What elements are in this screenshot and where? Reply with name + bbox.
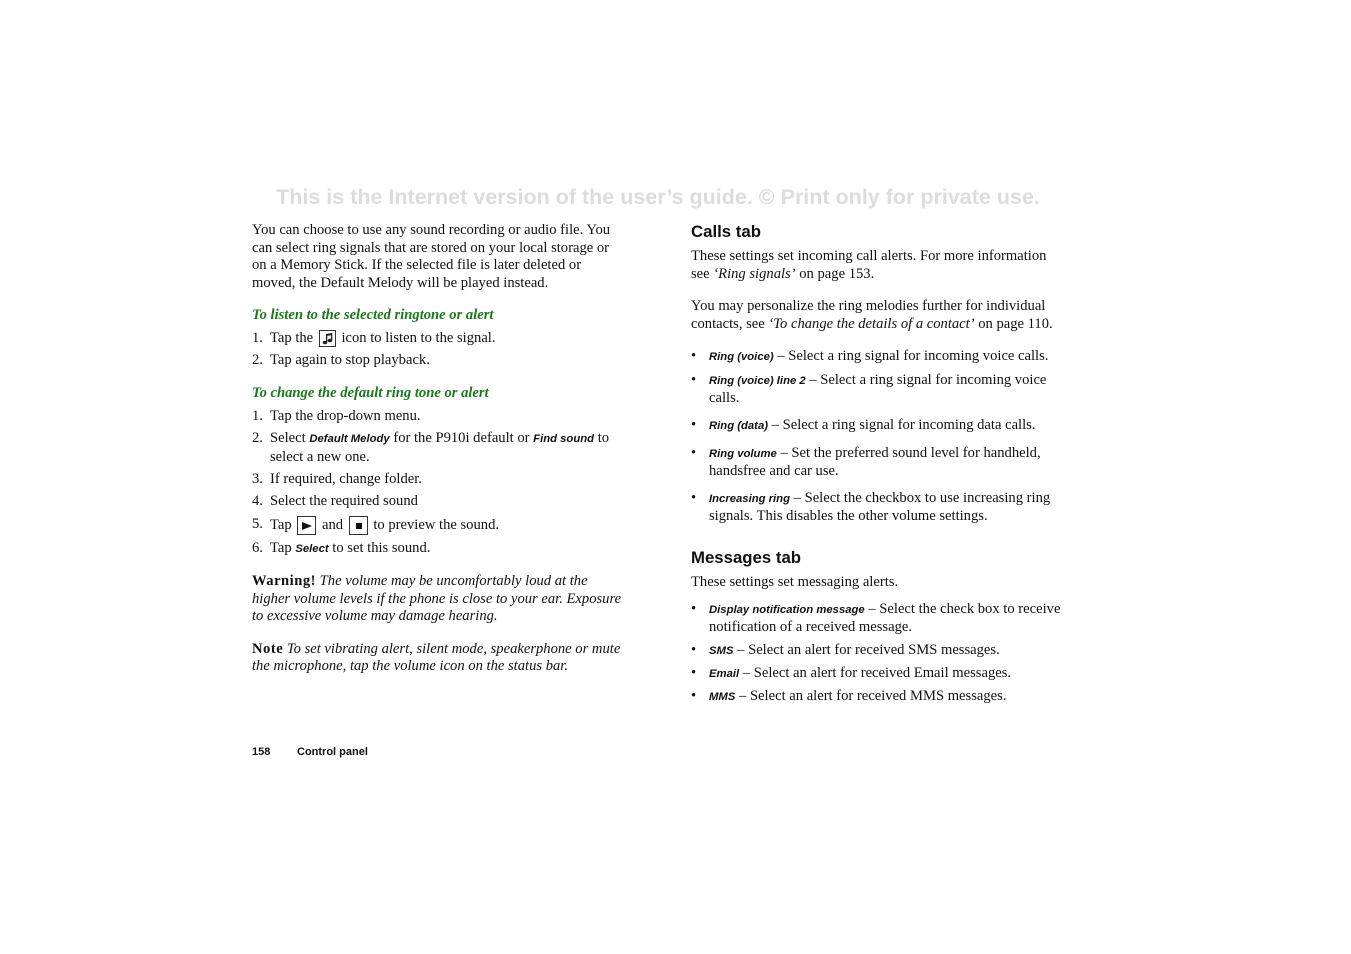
- messages-settings-list: [691, 601, 1066, 707]
- listen-steps: [252, 330, 627, 370]
- music-note-icon[interactable]: [319, 330, 336, 347]
- note-text: To set vibrating alert, silent mode, speakerphone or mute the microphone, tap the volume icon on the status bar.: [252, 640, 621, 675]
- list-item: 5. Tap and to preview the sound.: [252, 515, 500, 533]
- list-item: • Increasing ring – Select the checkbox to use increasing ring signals. This disables the other volume settings.: [691, 489, 1051, 525]
- list-item: • Ring (voice) line 2 – Select a ring signal for incoming voice calls.: [691, 371, 1047, 407]
- play-icon[interactable]: [297, 516, 316, 535]
- list-item: • MMS – Select an alert for received MMS messages.: [691, 688, 1007, 705]
- ui-term: Select: [295, 542, 329, 555]
- bullet: •: [691, 416, 697, 433]
- list-item: • Ring (data) – Select a ring signal for incoming data calls.: [691, 416, 1036, 433]
- list-item: • SMS – Select an alert for received SMS messages.: [691, 641, 1000, 658]
- calls-settings-list: [691, 348, 1066, 526]
- change-steps: [252, 408, 627, 559]
- list-item: 1. Tap the icon to listen to the signal.: [252, 329, 496, 346]
- page-number: 158: [252, 746, 271, 758]
- cross-reference: ‘Ring signals’: [713, 265, 796, 282]
- ui-term: Ring (voice) line 2: [709, 374, 806, 387]
- warning-paragraph: [252, 573, 627, 626]
- messages-intro: These settings set messaging alerts.: [691, 573, 899, 590]
- bullet: •: [691, 348, 697, 365]
- ui-term: Ring (voice): [709, 351, 774, 364]
- ui-term: Default Melody: [309, 432, 390, 445]
- list-item: • Ring volume – Set the preferred sound level for handheld, handsfree and car use.: [691, 444, 1041, 480]
- ui-term: MMS: [709, 691, 736, 704]
- list-item: • Ring (voice) – Select a ring signal for incoming voice calls.: [691, 348, 1049, 365]
- bullet: •: [691, 641, 697, 658]
- bullet: •: [691, 600, 697, 617]
- note-label: Note: [252, 640, 284, 657]
- list-item: 6. Tap Select to set this sound.: [252, 539, 431, 556]
- calls-paragraph-1: These settings set incoming call alerts. For more information see ‘Ring signals’ on page 153.: [691, 248, 1047, 282]
- bullet: •: [691, 444, 697, 461]
- warning-text: The volume may be uncomfortably loud at the higher volume levels if the phone is close to your ear. Exposure to excessive volume may damage hearing.: [252, 573, 622, 625]
- list-item: 4. Select the required sound: [252, 493, 418, 510]
- list-item: 2. Tap again to stop playback.: [252, 352, 430, 369]
- warning-label: Warning!: [252, 573, 317, 590]
- calls-tab-title: Calls tab: [691, 222, 761, 241]
- bullet: •: [691, 688, 697, 705]
- ui-term: Find sound: [533, 432, 595, 445]
- bullet: •: [691, 489, 697, 506]
- listen-heading: To listen to the selected ringtone or alert: [252, 307, 494, 324]
- section-name: Control panel: [297, 746, 368, 758]
- change-heading: To change the default ring tone or alert: [252, 384, 489, 401]
- list-item: • Email – Select an alert for received Email messages.: [691, 664, 1012, 681]
- ui-term: Email: [709, 667, 740, 680]
- list-item: 1. Tap the drop-down menu.: [252, 407, 421, 424]
- ui-term: Ring (data): [709, 419, 768, 432]
- watermark: This is the Internet version of the user’s guide. © Print only for private use.: [276, 185, 1040, 209]
- cross-reference: ‘To change the details of a contact’: [768, 315, 975, 332]
- intro-paragraph: You can choose to use any sound recording or audio file. You can select ring signals that are stored on your local storage or on a Memory Stick. If the selected file is later deleted or moved, the Default Melody will be played instead.: [252, 222, 611, 291]
- list-item: • Display notification message – Select the check box to receive notification of a received message.: [691, 600, 1061, 636]
- left-column: [252, 222, 627, 691]
- note-paragraph: [252, 641, 627, 676]
- list-item: 2. Select Default Melody for the P910i default or Find sound to select a new one.: [252, 429, 610, 465]
- bullet: •: [691, 664, 697, 681]
- list-item: 3. If required, change folder.: [252, 470, 422, 487]
- messages-tab-title: Messages tab: [691, 547, 802, 567]
- ui-term: Increasing ring: [709, 492, 790, 505]
- ui-term: SMS: [709, 644, 734, 657]
- bullet: •: [691, 371, 697, 388]
- stop-icon[interactable]: [349, 516, 368, 535]
- ui-term: Ring volume: [709, 447, 777, 460]
- ui-term: Display notification message: [709, 603, 865, 616]
- right-column: [691, 222, 1066, 722]
- calls-paragraph-2: You may personalize the ring melodies further for individual contacts, see ‘To change the details of a contact’ on page 110.: [691, 298, 1053, 332]
